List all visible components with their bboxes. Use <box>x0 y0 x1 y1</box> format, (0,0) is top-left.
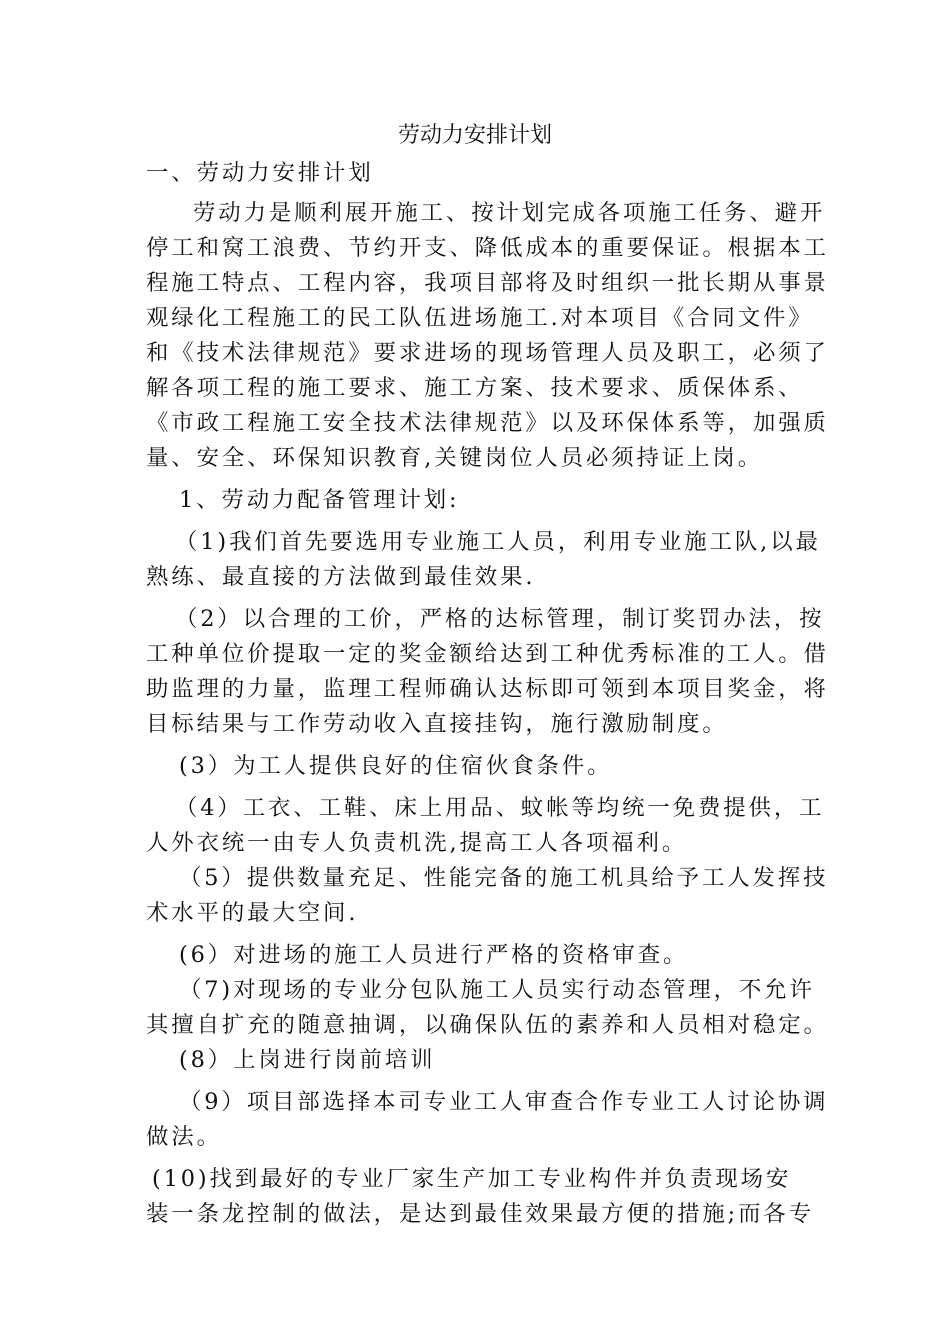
list-item-line: 助监理的力量，监理工程师确认达标即可领到本项目奖金，将 <box>146 676 829 702</box>
section-heading: 一、劳动力安排计划 <box>146 160 374 186</box>
paragraph-line: 观绿化工程施工的民工队伍进场施工.对本项目《合同文件》 <box>146 305 814 331</box>
list-item-line: 人外衣统一由专人负责机洗,提高工人各项福利。 <box>146 830 688 856</box>
list-item-line: （2）以合理的工价，严格的达标管理，制订奖罚办法，按 <box>175 606 825 632</box>
paragraph-line: 劳动力是顺利展开施工、按计划完成各项施工任务、避开 <box>193 200 826 226</box>
list-item-line: 熟练、最直接的方法做到最佳效果. <box>146 564 536 590</box>
list-item-line: (8）上岗进行岗前培训 <box>179 1047 436 1073</box>
list-item-line: (6）对进场的施工人员进行严格的资格审查。 <box>179 942 689 968</box>
list-item-line: （1)我们首先要选用专业施工人员，利用专业施工队,以最 <box>175 529 821 555</box>
list-item-line: 术水平的最大空间. <box>146 900 359 926</box>
paragraph-line: 量、安全、环保知识教育,关键岗位人员必须持证上岗。 <box>146 445 763 471</box>
subsection-heading: 1、劳动力配备管理计划: <box>179 487 460 513</box>
paragraph-line: 停工和窝工浪费、节约开支、降低成本的重要保证。根据本工 <box>146 235 829 261</box>
paragraph-line: 解各项工程的施工要求、施工方案、技术要求、质保体系、 <box>146 375 804 401</box>
list-item-line: (10)找到最好的专业厂家生产加工专业构件并负责现场安 <box>152 1166 792 1192</box>
paragraph-line: 《市政工程施工安全技术法律规范》以及环保体系等，加强质 <box>146 410 829 436</box>
list-item-line: (3）为工人提供良好的住宿伙食条件。 <box>179 753 613 779</box>
list-item-line: 做法。 <box>146 1124 222 1150</box>
list-item-line: （7)对现场的专业分包队施工人员实行动态管理，不允许 <box>179 977 815 1003</box>
document-title: 劳动力安排计划 <box>397 123 552 148</box>
list-item-line: 目标结果与工作劳动收入直接挂钩，施行激励制度。 <box>146 711 728 737</box>
paragraph-line: 和《技术法律规范》要求进场的现场管理人员及职工，必须了 <box>146 340 829 366</box>
paragraph-line: 程施工特点、工程内容，我项目部将及时组织一批长期从事景 <box>146 270 829 296</box>
list-item-line: 工种单位价提取一定的奖金额给达到工种优秀标准的工人。借 <box>146 641 829 667</box>
list-item-line: （9）项目部选择本司专业工人审查合作专业工人讨论协调 <box>179 1089 829 1115</box>
list-item-line: （4）工衣、工鞋、床上用品、蚊帐等均统一免费提供，工 <box>175 795 825 821</box>
list-item-line: 其擅自扩充的随意抽调，以确保队伍的素养和人员相对稳定。 <box>146 1012 829 1038</box>
list-item-line: （5）提供数量充足、性能完备的施工机具给予工人发挥技 <box>179 865 829 891</box>
list-item-line: 装一条龙控制的做法，是达到最佳效果最方便的措施;而各专 <box>146 1201 814 1227</box>
